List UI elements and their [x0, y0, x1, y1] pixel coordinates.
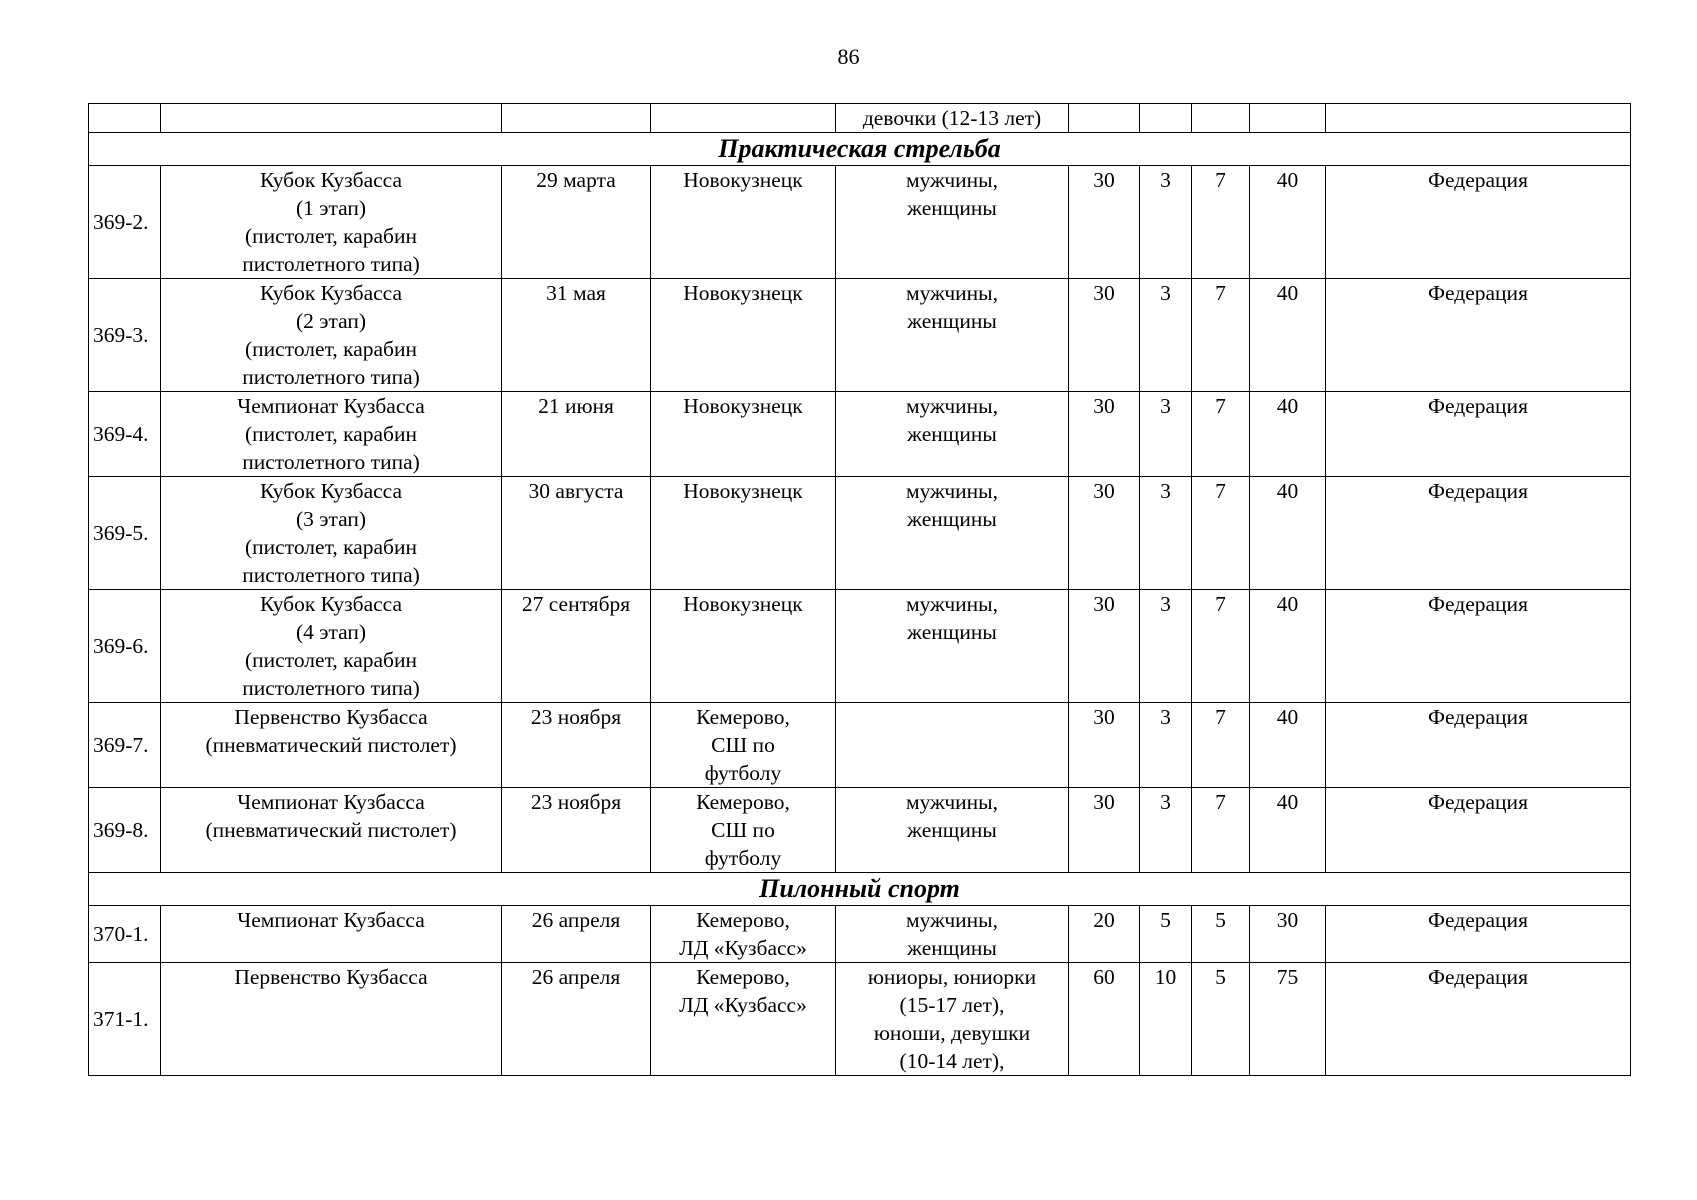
- cell-place: Новокузнецк: [651, 477, 836, 590]
- cell-event: Чемпионат Кузбасса: [161, 906, 502, 963]
- cell-num: 369-3.: [89, 279, 161, 392]
- cell-count: 3: [1140, 477, 1192, 590]
- table-row: [89, 590, 1631, 703]
- cell-count: 3: [1140, 590, 1192, 703]
- cell-organizer: Федерация: [1326, 906, 1631, 963]
- cell-date: 31 мая: [502, 279, 651, 392]
- cell-place: Новокузнецк: [651, 590, 836, 703]
- cell-event: Чемпионат Кузбасса (пневматический пистолет): [161, 788, 502, 873]
- cell-place: [651, 104, 836, 133]
- cell-date: 29 марта: [502, 166, 651, 279]
- cell-num: 369-6.: [89, 590, 161, 703]
- cell-organizer: Федерация: [1326, 703, 1631, 788]
- table-row: [89, 788, 1631, 873]
- cell-total: 40: [1250, 477, 1326, 590]
- cell-date: 26 апреля: [502, 963, 651, 1076]
- cell-total: 40: [1250, 788, 1326, 873]
- cell-place: Кемерово, СШ по футболу: [651, 703, 836, 788]
- events-table: [88, 103, 1631, 1076]
- cell-organizer: Федерация: [1326, 166, 1631, 279]
- table-row: [89, 477, 1631, 590]
- cell-count: [1140, 104, 1192, 133]
- cell-num: 370-1.: [89, 906, 161, 963]
- cell-total: [1250, 104, 1326, 133]
- cell-date: 27 сентября: [502, 590, 651, 703]
- section-header-row: [89, 133, 1631, 166]
- cell-total: 40: [1250, 166, 1326, 279]
- cell-participants: мужчины, женщины: [836, 392, 1069, 477]
- cell-event: Кубок Кузбасса (2 этап) (пистолет, карабин пистолетного типа): [161, 279, 502, 392]
- cell-event: Кубок Кузбасса (1 этап) (пистолет, карабин пистолетного типа): [161, 166, 502, 279]
- cell-event: [161, 104, 502, 133]
- cell-participants: мужчины, женщины: [836, 906, 1069, 963]
- table-row: [89, 104, 1631, 133]
- cell-count: 30: [1069, 788, 1140, 873]
- cell-count: 5: [1140, 906, 1192, 963]
- cell-count: 30: [1069, 166, 1140, 279]
- cell-count: 3: [1140, 392, 1192, 477]
- cell-date: 26 апреля: [502, 906, 651, 963]
- section-title: Пилонный спорт: [89, 873, 1631, 906]
- page-number: 86: [837, 44, 860, 69]
- cell-count: 7: [1192, 392, 1250, 477]
- cell-count: [1069, 104, 1140, 133]
- cell-organizer: Федерация: [1326, 279, 1631, 392]
- table-row: [89, 703, 1631, 788]
- cell-count: 3: [1140, 166, 1192, 279]
- cell-count: 30: [1069, 703, 1140, 788]
- cell-count: 5: [1192, 906, 1250, 963]
- cell-organizer: Федерация: [1326, 477, 1631, 590]
- table-row: [89, 963, 1631, 1076]
- cell-count: 7: [1192, 590, 1250, 703]
- cell-count: 7: [1192, 166, 1250, 279]
- cell-organizer: Федерация: [1326, 963, 1631, 1076]
- cell-participants: [836, 703, 1069, 788]
- cell-total: 40: [1250, 392, 1326, 477]
- cell-participants: мужчины, женщины: [836, 279, 1069, 392]
- cell-place: Новокузнецк: [651, 166, 836, 279]
- cell-organizer: Федерация: [1326, 590, 1631, 703]
- cell-organizer: Федерация: [1326, 788, 1631, 873]
- cell-total: 40: [1250, 279, 1326, 392]
- cell-participants: мужчины, женщины: [836, 477, 1069, 590]
- cell-count: 30: [1069, 477, 1140, 590]
- cell-num: 371-1.: [89, 963, 161, 1076]
- cell-event: Первенство Кузбасса (пневматический пистолет): [161, 703, 502, 788]
- cell-date: 30 августа: [502, 477, 651, 590]
- table-row: [89, 906, 1631, 963]
- cell-place: Новокузнецк: [651, 392, 836, 477]
- cell-count: 3: [1140, 788, 1192, 873]
- cell-total: 75: [1250, 963, 1326, 1076]
- cell-place: Кемерово, СШ по футболу: [651, 788, 836, 873]
- cell-date: 23 ноября: [502, 788, 651, 873]
- table-row: [89, 166, 1631, 279]
- table-row: [89, 279, 1631, 392]
- cell-participants: юниоры, юниорки (15-17 лет), юноши, девушки (10-14 лет),: [836, 963, 1069, 1076]
- table-row: [89, 392, 1631, 477]
- cell-count: 3: [1140, 279, 1192, 392]
- cell-count: 7: [1192, 788, 1250, 873]
- cell-place: Кемерово, ЛД «Кузбасс»: [651, 906, 836, 963]
- cell-num: 369-4.: [89, 392, 161, 477]
- section-header-row: [89, 873, 1631, 906]
- cell-num: 369-5.: [89, 477, 161, 590]
- cell-count: 10: [1140, 963, 1192, 1076]
- cell-event: Чемпионат Кузбасса (пистолет, карабин пистолетного типа): [161, 392, 502, 477]
- cell-count: 30: [1069, 590, 1140, 703]
- cell-event: Первенство Кузбасса: [161, 963, 502, 1076]
- cell-num: 369-2.: [89, 166, 161, 279]
- cell-count: [1192, 104, 1250, 133]
- cell-event: Кубок Кузбасса (4 этап) (пистолет, карабин пистолетного типа): [161, 590, 502, 703]
- cell-count: 7: [1192, 279, 1250, 392]
- cell-count: 60: [1069, 963, 1140, 1076]
- cell-place: Кемерово, ЛД «Кузбасс»: [651, 963, 836, 1076]
- cell-participants: мужчины, женщины: [836, 590, 1069, 703]
- cell-count: 20: [1069, 906, 1140, 963]
- cell-place: Новокузнецк: [651, 279, 836, 392]
- cell-event: Кубок Кузбасса (3 этап) (пистолет, карабин пистолетного типа): [161, 477, 502, 590]
- cell-num: 369-8.: [89, 788, 161, 873]
- cell-count: 7: [1192, 703, 1250, 788]
- cell-organizer: Федерация: [1326, 392, 1631, 477]
- cell-date: 23 ноября: [502, 703, 651, 788]
- cell-organizer: [1326, 104, 1631, 133]
- cell-participants: мужчины, женщины: [836, 166, 1069, 279]
- cell-total: 30: [1250, 906, 1326, 963]
- section-title: Практическая стрельба: [89, 133, 1631, 166]
- cell-date: [502, 104, 651, 133]
- cell-total: 40: [1250, 703, 1326, 788]
- cell-count: 30: [1069, 392, 1140, 477]
- cell-count: 3: [1140, 703, 1192, 788]
- cell-count: 7: [1192, 477, 1250, 590]
- cell-date: 21 июня: [502, 392, 651, 477]
- cell-count: 30: [1069, 279, 1140, 392]
- cell-total: 40: [1250, 590, 1326, 703]
- cell-num: 369-7.: [89, 703, 161, 788]
- cell-num: [89, 104, 161, 133]
- cell-participants: девочки (12-13 лет): [836, 104, 1069, 133]
- cell-count: 5: [1192, 963, 1250, 1076]
- cell-participants: мужчины, женщины: [836, 788, 1069, 873]
